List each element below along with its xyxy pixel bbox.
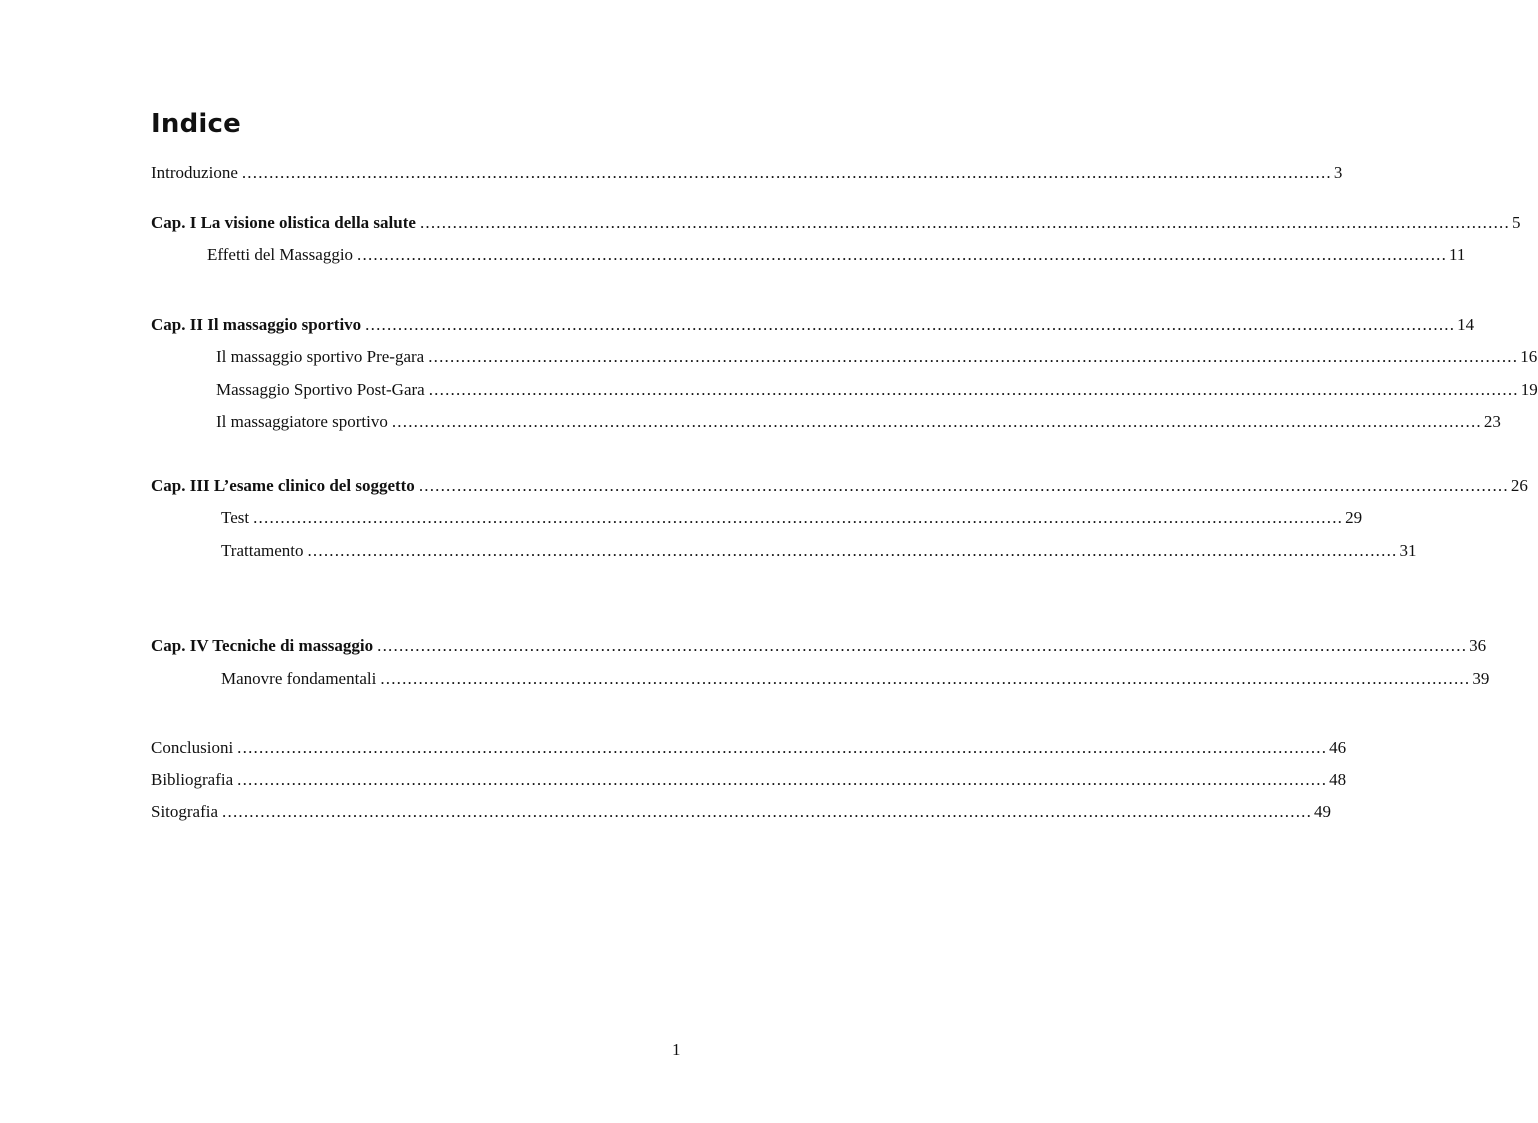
toc-entry-page: 36 [1469, 636, 1487, 655]
toc-entry-label: Effetti del Massaggio [207, 245, 354, 264]
toc-entry-page: 5 [1511, 213, 1521, 232]
toc-entry-massaggiatore-sportivo[interactable] [216, 410, 1501, 434]
toc-entry-page: 48 [1329, 770, 1347, 789]
toc-leader-dots: ........................................................................................................................................................................................................ [357, 245, 1448, 264]
toc-entry-manovre-fondamentali[interactable] [221, 667, 1490, 691]
toc-leader-dots: ........................................................................................................................................................................................................ [237, 770, 1328, 789]
toc-entry-label: Cap. III L’esame clinico del soggetto [151, 476, 415, 495]
toc-entry-pre-gara[interactable] [216, 345, 1538, 369]
toc-entry-page: 39 [1472, 669, 1490, 688]
toc-leader-dots: ........................................................................................................................................................................................................ [253, 508, 1344, 527]
toc-entry-effetti-del-massaggio[interactable] [207, 243, 1466, 267]
toc-entry-page: 3 [1333, 163, 1343, 182]
toc-entry-label: Test [221, 508, 250, 527]
toc-entry-page: 46 [1329, 738, 1347, 757]
toc-entry-post-gara[interactable] [216, 378, 1538, 402]
toc-leader-dots: ........................................................................................................................................................................................................ [428, 347, 1519, 366]
toc-entry-page: 26 [1510, 476, 1528, 495]
toc-entry-label: Cap. IV Tecniche di massaggio [151, 636, 374, 655]
toc-entry-page: 11 [1449, 245, 1466, 264]
toc-entry-cap-3[interactable] [151, 474, 1528, 498]
toc-entry-page: 19 [1520, 380, 1538, 399]
toc-entry-sitografia[interactable] [151, 800, 1332, 824]
toc-entry-page: 16 [1520, 347, 1538, 366]
toc-entry-page: 14 [1457, 315, 1475, 334]
toc-leader-dots: ........................................................................................................................................................................................................ [307, 541, 1398, 560]
toc-leader-dots: ........................................................................................................................................................................................................ [241, 163, 1332, 182]
toc-entry-label: Trattamento [221, 541, 304, 560]
toc-leader-dots: ........................................................................................................................................................................................................ [418, 476, 1509, 495]
toc-entry-label: Sitografia [151, 802, 219, 821]
toc-entry-label: Cap. I La visione olistica della salute [151, 213, 416, 232]
page-number: 1 [672, 1040, 681, 1059]
toc-entry-trattamento[interactable] [221, 539, 1417, 563]
toc-entry-label: Massaggio Sportivo Post-Gara [216, 380, 425, 399]
toc-leader-dots: ........................................................................................................................................................................................................ [365, 315, 1456, 334]
toc-entry-bibliografia[interactable] [151, 768, 1347, 792]
toc-entry-label: Bibliografia [151, 770, 234, 789]
toc-entry-page: 49 [1314, 802, 1332, 821]
toc-leader-dots: ........................................................................................................................................................................................................ [377, 636, 1468, 655]
toc-entry-label: Conclusioni [151, 738, 234, 757]
toc-entry-cap-2[interactable] [151, 313, 1475, 337]
toc-leader-dots: ........................................................................................................................................................................................................ [380, 669, 1471, 688]
toc-entry-page: 31 [1399, 541, 1417, 560]
toc-entry-cap-4[interactable] [151, 634, 1487, 658]
toc-leader-dots: ........................................................................................................................................................................................................ [222, 802, 1313, 821]
toc-leader-dots: ........................................................................................................................................................................................................ [419, 213, 1510, 232]
toc-entry-page: 23 [1483, 412, 1501, 431]
toc-entry-label: Il massaggiatore sportivo [216, 412, 388, 431]
toc-entry-label: Introduzione [151, 163, 238, 182]
toc-leader-dots: ........................................................................................................................................................................................................ [428, 380, 1519, 399]
toc-leader-dots: ........................................................................................................................................................................................................ [237, 738, 1328, 757]
toc-entry-test[interactable] [221, 506, 1363, 530]
toc-leader-dots: ........................................................................................................................................................................................................ [391, 412, 1482, 431]
toc-entry-cap-1[interactable] [151, 211, 1521, 235]
toc-entry-label: Manovre fondamentali [221, 669, 377, 688]
toc-entry-page: 29 [1345, 508, 1363, 527]
toc-entry-conclusioni[interactable] [151, 736, 1347, 760]
page-title: Indice [151, 109, 241, 139]
toc-entry-label: Cap. II Il massaggio sportivo [151, 315, 362, 334]
toc-entry-label: Il massaggio sportivo Pre-gara [216, 347, 425, 366]
toc-entry-introduzione[interactable] [151, 161, 1343, 185]
